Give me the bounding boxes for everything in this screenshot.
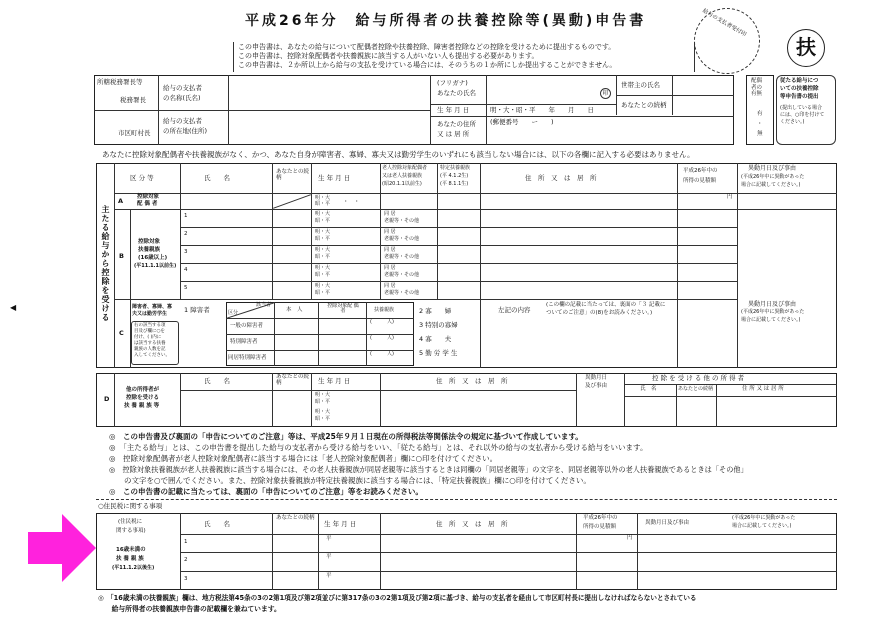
subtable-paren-1: ( 人)	[370, 319, 394, 325]
row-b-5-elder-a[interactable]: 同 居	[384, 283, 396, 289]
footer-note-2: 給与所得者の扶養親族申告書の記載欄を兼ねています。	[98, 605, 281, 613]
footer-note-1: ◎ 「16歳未満の扶養親族」欄は、地方税法第45条の3の2第1項及び第2項並びに第317条の3の2第1項及び第2項に基づき、給与の支払者を経由して市区町村長に提出しなければならないとされている	[98, 594, 697, 602]
row-c-sub-2: 目及び欄に○を	[134, 329, 165, 334]
row-d-other-address: 住 所 又 は 居 所	[742, 386, 784, 392]
row-a-name-field[interactable]	[181, 194, 271, 208]
resident-section-title: ○住民税に関する事項	[98, 502, 163, 510]
row-c-letter: C	[119, 329, 124, 337]
widow-item[interactable]: 2 寡 婦	[419, 307, 452, 315]
resident-label-5: (平11.1.2以後生)	[112, 565, 155, 571]
resident-row-3-num: 3	[184, 576, 188, 582]
row-d-era-1b: 昭・平	[315, 399, 331, 405]
resident-change-note-2: 場合に記載してください。)	[732, 523, 792, 529]
resident-row-2-num: 2	[184, 557, 188, 563]
row-d-other-title: 控 除 を 受 け る 他 の 所 得 者	[652, 374, 745, 382]
your-address-label-1: あなたの住所	[437, 120, 476, 128]
row-c-sub-1: 右の該当する項	[134, 323, 166, 328]
row-b-2-elder-b[interactable]: 老親等・その他	[384, 236, 420, 242]
row-b-2-elder-a[interactable]: 同 居	[384, 229, 396, 235]
resident-label-2: 関する事項)	[116, 528, 146, 534]
detail-note-2: ついてのご注意」の(8)をお読みください。)	[546, 310, 653, 316]
form-type-char: 扶	[796, 35, 816, 59]
col-elder-2: 又は老人扶養親族	[382, 173, 423, 179]
side-note-1: 従たる給与につ	[780, 78, 819, 84]
row-d-letter: D	[104, 395, 110, 403]
row-b-3-era-a: 明・大	[315, 247, 331, 253]
form-title: 平成26年分 給与所得者の扶養控除等(異動)申告書	[245, 13, 647, 29]
row-b-label-4: (平11.1.1以前生)	[134, 263, 177, 269]
note-6: ◎ この申告書の記載に当たっては、裏面の「申告についてのご注意」等をお読みください。	[109, 487, 423, 496]
row-a-label-1: 控除対象	[137, 194, 160, 200]
disabled-item[interactable]: 1 障害者	[184, 306, 210, 314]
your-name-field[interactable]	[487, 76, 615, 103]
row-b-2-era-b: 昭・平	[315, 236, 331, 242]
col-birth: 生 年 月 日	[318, 174, 351, 182]
highlight-arrow-icon	[28, 514, 96, 582]
row-b-4-elder-a[interactable]: 同 居	[384, 265, 396, 271]
row-b-4-era-a: 明・大	[315, 265, 331, 271]
row-d-col-relation: あなたとの続柄	[276, 374, 310, 386]
col-income-2: 所得の見積額	[683, 178, 717, 184]
spouse-no[interactable]: 無	[757, 131, 763, 137]
col-elder-3: (昭20.1.1以前生)	[382, 181, 422, 187]
row-b-2-num: 2	[184, 231, 188, 237]
subtable-head-b: 該当者	[256, 302, 272, 308]
your-name-label: あなたの氏名	[437, 89, 476, 97]
row-d-col-address: 住 所 又 は 居 所	[436, 377, 508, 385]
your-address-label-2: 又 は 居 所	[437, 130, 470, 138]
row-d-label-2: 控除を受ける	[126, 395, 160, 401]
row-b-5-era-a: 明・大	[315, 283, 331, 289]
receipt-stamp-label: 給与の支払者受付印	[701, 8, 748, 39]
subtable-paren-2: ( 人)	[370, 335, 394, 341]
col-special-3: (平 8.1.1生)	[440, 181, 469, 187]
subtable-row-3: 同居特別障害者	[228, 355, 267, 361]
subtable-head-a: 区分	[228, 310, 239, 316]
detail-note-1: (この欄の記載に当たっては、裏面の「３ 記載に	[546, 302, 666, 308]
resident-yen: 円	[627, 535, 633, 541]
side-note-6: ください。)	[780, 119, 805, 125]
payer-address-field[interactable]	[229, 111, 429, 144]
subtable-col-self: 本 人	[286, 307, 303, 313]
birthdate-field[interactable]: 明・大・昭・平 年 月 日	[490, 106, 594, 114]
resident-col-address: 住 所 又 は 居 所	[436, 520, 508, 528]
row-b-5-elder-b[interactable]: 老親等・その他	[384, 290, 420, 296]
subtable-row-1: 一般の障害者	[230, 323, 264, 329]
row-d-col-name: 氏 名	[204, 377, 230, 385]
resident-row-1-num: 1	[184, 539, 188, 545]
row-b-1-era-a: 明・大	[315, 211, 331, 217]
col-relation: あなたとの続柄	[276, 169, 310, 181]
row-d-label-1: 他の所得者が	[126, 387, 160, 393]
row-d-name-field[interactable]	[181, 391, 271, 426]
col-special-1: 特定扶養親族	[440, 165, 471, 171]
note-3: ◎ 控除対象配偶者が老人控除対象配偶者に該当する場合には「老人控除対象配偶者」欄に○印を付けてください。	[109, 454, 498, 463]
payer-name-label-2: の名称(氏名)	[163, 94, 201, 102]
form-type-badge	[787, 29, 825, 67]
householder-name-label: 世帯主の氏名	[621, 81, 660, 89]
detail-label: 左記の内容	[498, 306, 531, 314]
row-d-other-relation: あなたとの続柄	[678, 386, 714, 392]
intro-note-2: この申告書は、控除対象配偶者や扶養親族に該当する人がいない人も提出する必要があります。	[238, 52, 539, 60]
resident-col-birth: 生 年 月 日	[324, 520, 357, 528]
row-b-5-num: 5	[184, 285, 188, 291]
resident-col-relation: あなたとの続柄	[276, 515, 315, 521]
row-c-change-3: 場合に記載してください。)	[741, 317, 801, 323]
spouse-yes[interactable]: 有	[757, 111, 763, 117]
row-b-3-era-b: 昭・平	[315, 254, 331, 260]
row-d-era-2b: 昭・平	[315, 416, 331, 422]
resident-name-field-3[interactable]	[192, 572, 270, 589]
resident-col-income-2: 所得の見積額	[583, 524, 617, 530]
row-c-sub-6: 入してください。	[134, 353, 170, 358]
spouse-char-6: 無	[756, 91, 763, 98]
special-widow-item[interactable]: 3 特別の寡婦	[419, 321, 458, 329]
payer-name-label-1: 給与の支払者	[163, 84, 202, 92]
col-elder-1: 老人控除対象配偶者	[382, 165, 428, 171]
spouse-char-5: 有	[751, 91, 757, 98]
row-d-label-3: 扶 養 親 族 等	[124, 403, 160, 409]
row-b-label-1: 控除対象	[138, 239, 161, 245]
col-change-2: (平成26年中に異動があった	[741, 174, 805, 180]
row-b-4-num: 4	[184, 267, 188, 273]
row-c-change-1: 異動月日及び事由	[748, 301, 797, 308]
note-5: の文字を○で囲んでください。また、控除対象扶養親族が特定扶養親族に該当する場合には、「特定扶養親族」欄に○印を付けてください。	[109, 476, 591, 485]
row-c-sub-5: 親族の人数を記	[134, 347, 166, 352]
intro-note-3: この申告書は、２か所以上から給与の支払を受けている場合には、そのうちの１か所にしか提出することができません。	[238, 61, 617, 69]
side-note-4: (提出している場合	[780, 105, 822, 111]
row-b-label-3: (16歳以上)	[138, 255, 168, 261]
col-category: 区 分 等	[130, 174, 154, 182]
householder-name-field[interactable]	[673, 76, 733, 94]
seal-mark: 印	[600, 88, 611, 99]
row-b-4-elder-b[interactable]: 老親等・その他	[384, 272, 420, 278]
subtable-row-2: 特別障害者	[230, 339, 258, 345]
resident-label-1: (住民税に	[118, 519, 143, 525]
row-b-label-2: 扶養親族	[138, 247, 161, 253]
col-income-1: 平成26年中の	[683, 168, 718, 174]
row-b-5-era-b: 昭・平	[315, 290, 331, 296]
side-note-2: いての扶養控除	[780, 86, 819, 92]
spouse-char-1: 配	[751, 78, 757, 84]
intro-note-1: この申告書は、あなたの給与について配偶者控除や扶養控除、障害者控除などの控除を受けるために提出するものです。	[238, 43, 616, 51]
row-b-3-elder-a[interactable]: 同 居	[384, 247, 396, 253]
payer-address-label-1: 給与の支払者	[163, 117, 202, 125]
furigana-label: (フリガナ)	[437, 79, 468, 87]
side-note-3: 等申告書の提出	[780, 94, 819, 100]
note-1: ◎ この申告書及び裏面の「申告についてのご注意」等は、平成25年９月１日現在の所得税法等関係法令の規定に基づいて作成しています。	[109, 432, 583, 441]
intro-note-bracket	[233, 42, 695, 72]
postal-code-field[interactable]: (郵便番号 ー )	[490, 118, 554, 126]
spouse-presence-label	[751, 78, 771, 98]
resident-row-2-era: 平	[326, 554, 332, 560]
row-d-other-name: 氏 名	[640, 386, 657, 392]
col-special-2: (平 4.1.2生)	[440, 173, 469, 179]
row-b-letter: B	[119, 252, 124, 260]
row-a-letter: A	[118, 197, 124, 205]
row-b-4-era-b: 昭・平	[315, 272, 331, 278]
note-2: ◎ 「主たる給与」とは、この申告書を提出した給与の支払者から受ける給与をいい、「従たる給与」とは、それ以外の給与の支払者から受ける給与をいいます。	[109, 443, 648, 452]
receipt-stamp-circle	[694, 8, 760, 74]
row-b-2-era-a: 明・大	[315, 229, 331, 235]
subtable-col-spouse: 控除対象配 偶 者	[327, 303, 359, 314]
row-b-1-elder-a[interactable]: 同 居	[384, 211, 396, 217]
relation-label: あなたとの続柄	[621, 101, 667, 109]
row-b-1-era-b: 昭・平	[315, 218, 331, 224]
spouse-sep: ・	[757, 121, 763, 127]
row-a-era: 明・大 昭・平	[315, 195, 331, 207]
resident-row-1-era: 平	[326, 536, 332, 542]
row-a-dots: ・ ・	[343, 199, 360, 205]
row-b-3-num: 3	[184, 249, 188, 255]
resident-name-field-2[interactable]	[192, 553, 270, 570]
payer-name-field[interactable]	[229, 76, 429, 109]
main-side-label: 主たる給与から控除を受ける	[101, 205, 110, 322]
highlight-arrow-shape	[28, 514, 96, 582]
row-a-yen: 円	[727, 194, 733, 200]
resident-col-change: 異動月日及び事由	[645, 520, 690, 526]
row-d-change-2: 及び事由	[585, 383, 608, 389]
tax-office-chief-label: 税務署長	[120, 96, 146, 104]
row-b-1-num: 1	[184, 213, 188, 219]
row-c-change-2: (平成26年中に異動があった	[741, 309, 805, 315]
row-b-1-elder-b[interactable]: 老親等・その他	[384, 218, 420, 224]
row-c-sub-4: は該当する扶養	[134, 341, 166, 346]
subtable-paren-3: ( 人)	[370, 351, 394, 357]
row-c-label-1: 障害者、寡婦、寡	[132, 304, 173, 310]
widower-item[interactable]: 4 寡 夫	[419, 335, 452, 343]
col-name: 氏 名	[204, 174, 230, 182]
resident-col-income-1: 平成26年中の	[583, 515, 618, 521]
subtable-col-dependent: 扶養親族	[374, 307, 395, 313]
tax-office-label: 所轄税務署長等	[97, 78, 143, 86]
row-c-label-2: 夫又は勤労学生	[132, 311, 168, 317]
col-change-1: 異動月日及び事由	[748, 165, 797, 172]
row-b-3-elder-b[interactable]: 老親等・その他	[384, 254, 420, 260]
instruction-text: あなたに控除対象配偶者や扶養親族がなく、かつ、あなた自身が障害者、寡婦、寡夫又は勤労学生のいずれにも該当しない場合には、以下の各欄に記入する必要はありません。	[102, 150, 695, 159]
row-d-col-birth: 生 年 月 日	[318, 377, 351, 385]
resident-label-3: 16歳未満の	[116, 547, 146, 553]
row-d-era-2a: 明・大	[315, 409, 331, 415]
detail-field[interactable]	[484, 320, 674, 365]
working-student-item[interactable]: 5 勤 労 学 生	[419, 349, 458, 357]
resident-col-name: 氏 名	[204, 520, 230, 528]
note-4: ◎ 控除対象扶養親族が老人扶養親族に該当する場合には、その老人扶養親族が同居老親等に該当するときは同欄の「同居老親等」の文字を、同居老親等以外の老人扶養親族であるときは「その他」	[109, 465, 748, 474]
payer-address-label-2: の所在地(住所)	[163, 127, 208, 135]
birthdate-label: 生 年 月 日	[437, 106, 470, 114]
resident-label-4: 扶 養 親 族	[116, 556, 144, 562]
left-arrow-icon: ◀	[10, 303, 17, 312]
row-d-era-1a: 明・大	[315, 392, 331, 398]
city-chief-label: 市区町村長	[118, 129, 151, 137]
row-a-label-2: 配 偶 者	[137, 201, 158, 207]
col-address: 住 所 又 は 居 所	[525, 174, 597, 182]
row-d-change-1: 異動月日	[585, 375, 608, 381]
side-note-5: には、○印を付けて	[780, 112, 825, 118]
row-c-sub-3: 付け、( )内に	[134, 335, 162, 340]
spouse-char-3: 者	[751, 84, 757, 91]
dashed-separator	[96, 499, 837, 500]
resident-change-note-1: (平成26年中に異動があった	[732, 515, 796, 521]
resident-row-3-era: 平	[326, 573, 332, 579]
spouse-char-4: の	[756, 84, 763, 91]
spouse-char-2: 偶	[756, 78, 763, 84]
resident-name-field-1[interactable]	[192, 535, 270, 551]
col-change-3: 場合に記載してください。)	[741, 182, 801, 188]
